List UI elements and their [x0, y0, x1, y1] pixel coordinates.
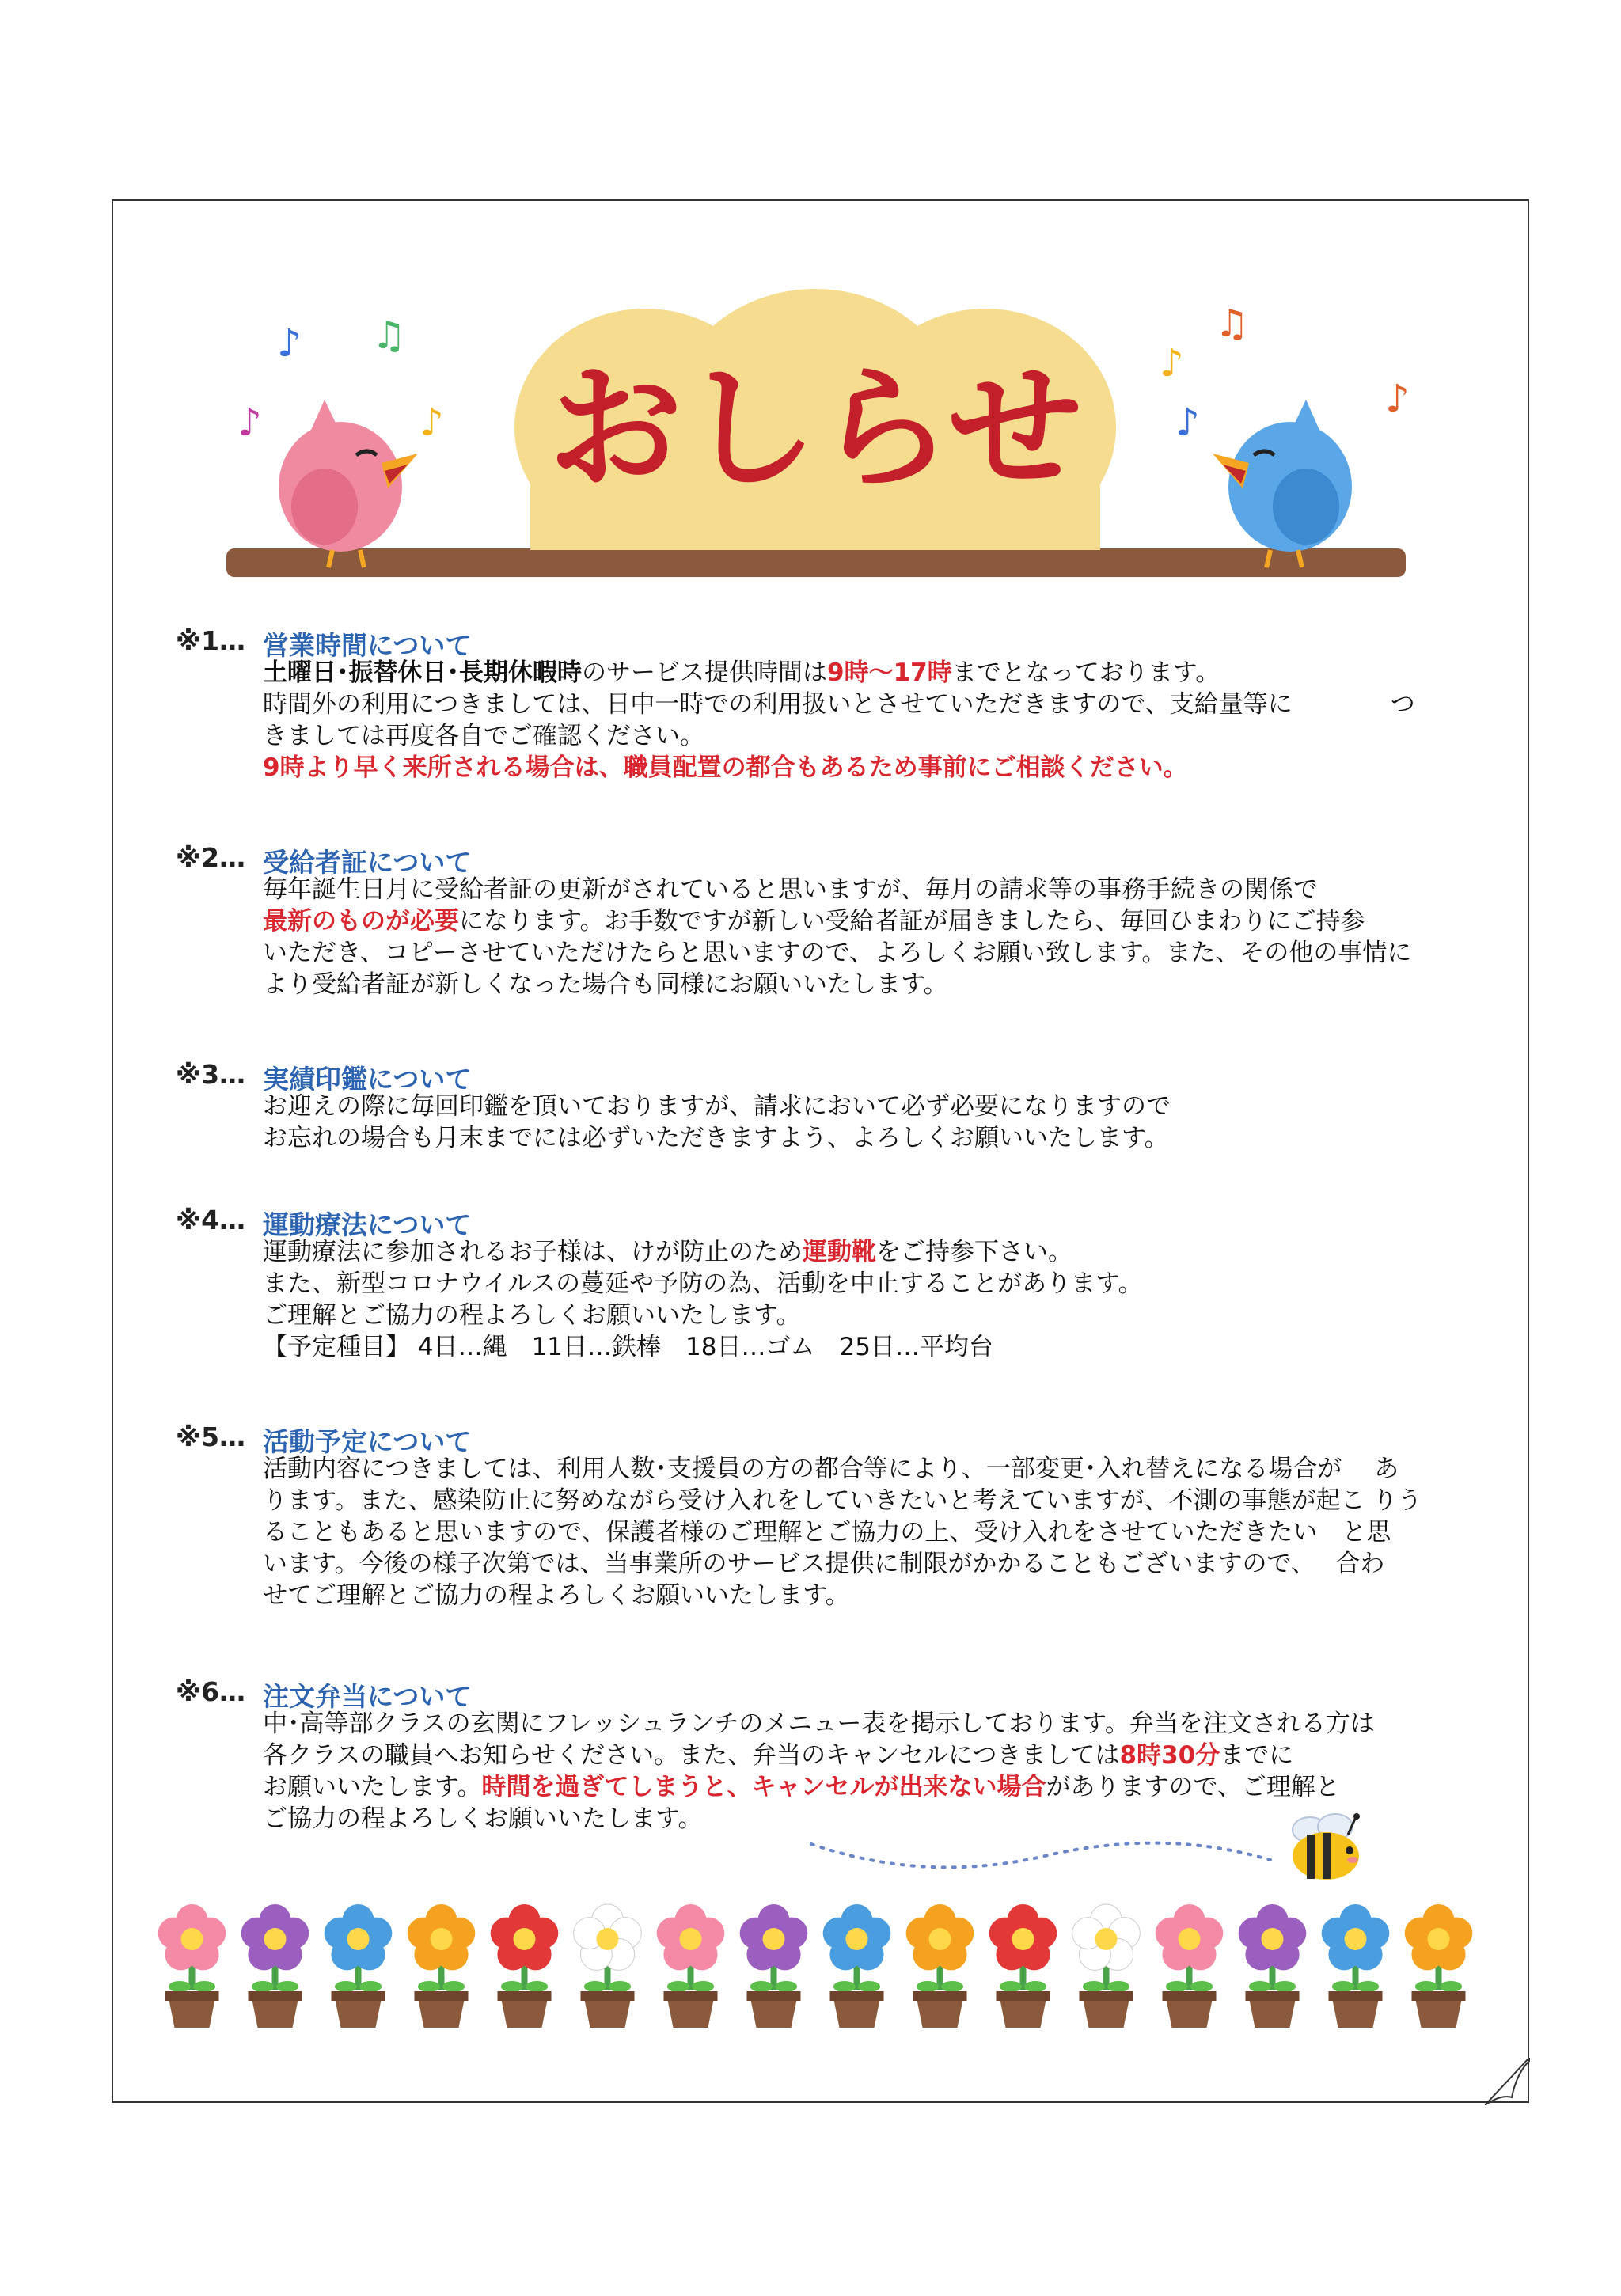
svg-text:♪: ♪ — [277, 321, 302, 366]
flower-icon — [241, 1904, 309, 2028]
highlight-text: 運動靴 — [803, 1238, 876, 1266]
flower-icon — [906, 1904, 974, 2028]
notice-body — [263, 1236, 1521, 1363]
svg-text:♫: ♫ — [372, 313, 407, 358]
body-text: お願いいたします。 — [263, 1773, 482, 1801]
body-text: いただき、コピーさせていただけたらと思いますので、よろしくお願い致します。また、その他の事情に — [263, 939, 1412, 967]
flower-icon — [408, 1904, 476, 2028]
notice-line — [263, 874, 1521, 905]
flower-icon — [1072, 1904, 1141, 2028]
body-text: ります。また、感染防止に努めながら受け入れをしていきたいと考えていますが、不測の事態が起こ りう — [263, 1486, 1422, 1515]
notice-line — [263, 1516, 1521, 1548]
svg-text:♪: ♪ — [1385, 377, 1410, 421]
body-text: ご協力の程よろしくお願いいたします。 — [263, 1805, 703, 1833]
svg-text:♪: ♪ — [237, 400, 262, 445]
notice-line — [263, 1122, 1521, 1154]
bee-trail-decoration — [807, 1820, 1274, 1884]
body-text: 各クラスの職員へお知らせください。また、弁当のキャンセルにつきましては — [263, 1741, 1120, 1770]
notice-mark: ※1… — [176, 625, 246, 656]
notice-line — [263, 1548, 1521, 1580]
body-text: お迎えの際に毎回印鑑を頂いておりますが、請求において必ず必要になりますので — [263, 1092, 1171, 1121]
branch — [226, 548, 1406, 577]
svg-text:♫: ♫ — [1215, 302, 1250, 346]
body-text: きましては再度各自でご確認ください。 — [263, 722, 704, 750]
notice-line — [263, 689, 1521, 720]
flower-icon — [1322, 1904, 1390, 2028]
svg-text:♪: ♪ — [1160, 341, 1184, 385]
body-text: います。今後の様子次第では、当事業所のサービス提供に制限がかかることもございますので、 合わ — [263, 1550, 1385, 1578]
flower-icon — [1239, 1904, 1307, 2028]
notice-body — [263, 1453, 1521, 1611]
notice-body — [263, 657, 1521, 784]
body-text: ご理解とご協力の程よろしくお願いいたします。 — [263, 1301, 801, 1330]
body-text: 時間外の利用につきましては、日中一時での利用扱いとさせていただきますので、支給量等に つ — [263, 690, 1415, 719]
notice-heading: 営業時間について — [263, 630, 472, 661]
notice-line — [263, 720, 1521, 752]
notice-mark: ※2… — [176, 842, 246, 873]
highlight-text: 最新のものが必要 — [263, 907, 459, 935]
body-text: 活動内容につきましては、利用人数･支援員の方の都合等により、一部変更･入れ替えになる場合が あ — [263, 1455, 1399, 1483]
flower-icon — [1156, 1904, 1224, 2028]
blue-bird-icon — [1213, 400, 1352, 567]
highlight-text: 時間を過ぎてしまうと、キャンセルが出来ない場合 — [481, 1773, 1046, 1801]
notice-line — [263, 752, 1521, 784]
notice-line — [263, 1453, 1521, 1485]
body-text: をご持参下さい。 — [876, 1238, 1072, 1266]
notice-mark: ※3… — [176, 1059, 246, 1090]
body-text: がありますので、ご理解と — [1046, 1773, 1340, 1801]
flower-icon — [158, 1904, 226, 2028]
body-text: のサービス提供時間は — [582, 658, 827, 687]
flower-icon — [657, 1904, 725, 2028]
body-text: になります。お手数ですが新しい受給者証が届きましたら、毎回ひまわりにご持参 — [459, 907, 1365, 935]
notice-line — [263, 1300, 1521, 1331]
flower-icon — [491, 1904, 559, 2028]
flower-icon — [989, 1904, 1057, 2028]
page-curl-decoration — [1485, 2058, 1532, 2105]
notice-line — [263, 1740, 1521, 1771]
notice-mark: ※4… — [176, 1205, 246, 1235]
notice-line — [263, 969, 1521, 1000]
bold-text: 土曜日･振替休日･長期休暇時 — [263, 658, 582, 687]
body-text: までに — [1220, 1741, 1294, 1770]
flower-icon — [740, 1904, 808, 2028]
body-text: せてご理解とご協力の程よろしくお願いいたします。 — [263, 1581, 850, 1610]
body-text: 毎年誕生日月に受給者証の更新がされていると思いますが、毎月の請求等の事務手続きの関係で — [263, 875, 1318, 904]
body-text: 中･高等部クラスの玄関にフレッシュランチのメニュー表を掲示しております。弁当を注文される方は — [263, 1710, 1375, 1738]
notice-line — [263, 1236, 1521, 1268]
body-text: お忘れの場合も月末までには必ずいただきますよう、よろしくお願いいたします。 — [263, 1124, 1169, 1152]
header-illustration — [214, 281, 1417, 598]
notice-heading: 実績印鑑について — [263, 1064, 472, 1095]
body-text: ることもあると思いますので、保護者様のご理解とご協力の上、受け入れをさせていただきたい と思 — [263, 1518, 1391, 1546]
notice-line — [263, 1708, 1521, 1740]
body-text: また、新型コロナウイルスの蔓延や予防の為、活動を中止することがあります。 — [263, 1269, 1143, 1298]
notice-line — [263, 1771, 1521, 1803]
flower-icon — [1405, 1904, 1473, 2028]
notice-line — [263, 937, 1521, 969]
body-text: 運動療法に参加されるお子様は、けが防止のため — [263, 1238, 803, 1266]
notice-line — [263, 905, 1521, 937]
body-text: 【予定種目】 4日…縄 11日…鉄棒 18日…ゴム 25日…平均台 — [263, 1333, 993, 1361]
flower-border — [150, 1896, 1480, 2030]
page-title: おしらせ — [548, 351, 1083, 507]
highlight-text: 9時より早く来所される場合は、職員配置の都合もあるため事前にご相談ください。 — [263, 753, 1188, 782]
notice-line — [263, 1091, 1521, 1122]
notice-line — [263, 1331, 1521, 1363]
pink-bird-icon — [279, 400, 418, 567]
notice-line — [263, 1485, 1521, 1516]
bee-icon — [1278, 1812, 1381, 1884]
notice-line — [263, 657, 1521, 689]
notice-heading: 注文弁当について — [263, 1681, 472, 1712]
svg-text:♪: ♪ — [419, 400, 444, 445]
notice-line — [263, 1268, 1521, 1300]
notice-body — [263, 1091, 1521, 1154]
flower-icon — [823, 1904, 891, 2028]
highlight-text: 9時～17時 — [827, 658, 952, 687]
notice-mark: ※6… — [176, 1676, 246, 1707]
notice-mark: ※5… — [176, 1421, 246, 1452]
flower-icon — [325, 1904, 393, 2028]
notice-heading: 活動予定について — [263, 1426, 472, 1457]
notice-line — [263, 1580, 1521, 1611]
body-text: より受給者証が新しくなった場合も同様にお願いいたします。 — [263, 970, 948, 999]
flower-icon — [574, 1904, 642, 2028]
body-text: までとなっております。 — [951, 658, 1220, 687]
notice-body — [263, 874, 1521, 1000]
notice-heading: 受給者証について — [263, 847, 472, 878]
svg-text:♪: ♪ — [1175, 400, 1200, 445]
notice-heading: 運動療法について — [263, 1209, 472, 1240]
highlight-text: 8時30分 — [1119, 1741, 1220, 1770]
